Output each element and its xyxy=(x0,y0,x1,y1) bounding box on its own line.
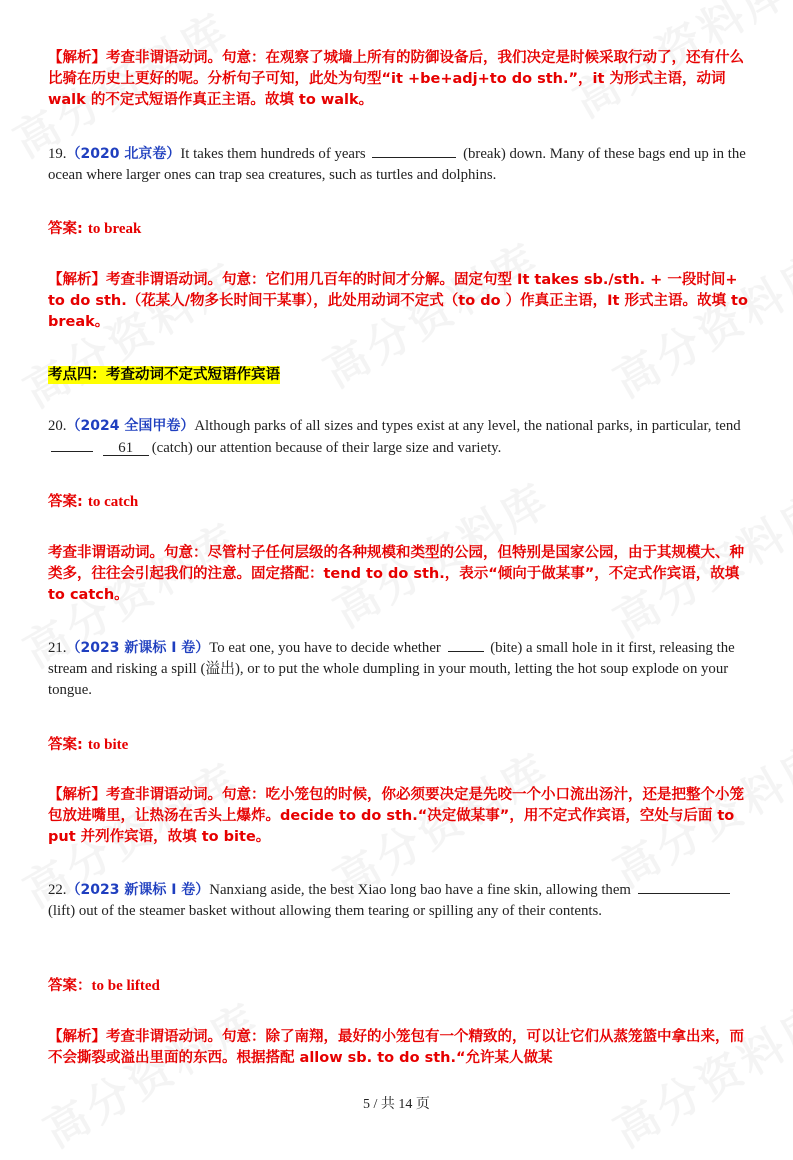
watermark xyxy=(30,984,270,1159)
question-number: 20. xyxy=(48,418,67,434)
answer-blank[interactable] xyxy=(51,437,93,452)
page-footer: 5 / 共 14 页 xyxy=(363,1097,430,1112)
answer-value: to break xyxy=(87,221,142,237)
answer-label: 答案: xyxy=(48,494,83,510)
section-title-text: 考点四：考查动词不定式短语作宾语 xyxy=(48,367,280,383)
question-number: 22. xyxy=(48,882,67,898)
answer-value: to catch xyxy=(87,494,139,510)
answer-blank[interactable] xyxy=(372,143,456,158)
question-text: (lift) out of the steamer basket without allowing them tearing or spilling any of their contents. xyxy=(48,903,602,919)
question-text: To eat one, you have to decide whether xyxy=(209,640,441,656)
answer-label: 答案: xyxy=(48,221,83,237)
answer-blank[interactable] xyxy=(448,637,484,652)
question-text: Nanxiang aside, the best Xiao long bao have a fine skin, allowing them xyxy=(209,882,631,898)
question-source: （2024 全国甲卷） xyxy=(66,418,195,434)
answer-20 xyxy=(48,490,748,511)
question-22 xyxy=(48,879,748,922)
question-text: It takes them hundreds of years xyxy=(180,146,366,162)
question-text: (catch) our attention because of their large size and variety. xyxy=(151,440,502,456)
question-21 xyxy=(48,637,748,701)
question-text: Although parks of all sizes and types exist at any level, the national parks, in particular, tend xyxy=(194,418,741,434)
section-title xyxy=(48,363,748,384)
answer-label: 答案： xyxy=(48,978,92,994)
question-text: (break) down. Many of these bags end up in the ocean where larger ones can trap sea creatures, such as turtles and dolphins. xyxy=(48,146,746,183)
answer-label: 答案: xyxy=(48,737,83,753)
answer-blank[interactable] xyxy=(638,879,730,894)
answer-22 xyxy=(48,974,748,995)
answer-value: to bite xyxy=(87,737,129,753)
blank-number: 61 xyxy=(103,441,149,456)
answer-21 xyxy=(48,733,748,754)
question-text: (bite) a small hole in it first, releasing the stream and risking a spill (溢出), or to put the whole dumpling in your mouth, letting the hot soup explode on your tongue. xyxy=(48,640,735,698)
question-20 xyxy=(48,416,748,459)
question-number: 21. xyxy=(48,640,67,656)
answer-19 xyxy=(48,217,748,238)
question-source: （2020 北京卷） xyxy=(66,146,181,162)
question-source: （2023 新课标 I 卷） xyxy=(66,640,210,656)
analysis-q18: 【解析】考查非谓语动词。句意：在观察了城墙上所有的防御设备后，我们决定是时候采取行动了，还有什么比骑在历史上更好的呢。分析句子可知，此处为句型“it +be+adj+to do sth.”，it 为形式主语，动词 walk 的不定式短语作真正主语。故填 to walk。 xyxy=(48,50,744,108)
analysis-19: 【解析】考查非谓语动词。句意：它们用几百年的时间才分解。固定句型 It takes sb./sth. + 一段时间+ to do sth.（花某人/物多长时间干某事），此处用动词不定式（to do ）作真正主语，It 形式主语。故填 to break。 xyxy=(48,272,748,330)
analysis-20: 考查非谓语动词。句意：尽管村子任何层级的各种规模和类型的公园，但特别是国家公园，由于其规模大、种类多，往往会引起我们的注意。固定搭配：tend to do sth.，表示“倾向于做某事”，不定式作宾语，故填 to catch。 xyxy=(48,545,744,603)
analysis-22: 【解析】考查非谓语动词。句意：除了南翔，最好的小笼包有一个精致的，可以让它们从蒸笼篮中拿出来，而不会撕裂或溢出里面的东西。根据搭配 allow sb. to do sth.“允许某人做某 xyxy=(48,1029,744,1066)
answer-value: to be lifted xyxy=(91,978,160,994)
watermark xyxy=(600,984,793,1159)
analysis-21: 【解析】考查非谓语动词。句意：吃小笼包的时候，你必须要决定是先咬一个小口流出汤汁，还是把整个小笼包放进嘴里，让热汤在舌头上爆炸。decide to do sth.“决定做某事”，用不定式作宾语，空处与后面 to put 并列作宾语，故填 to bite。 xyxy=(48,787,744,845)
question-number: 19. xyxy=(48,146,67,162)
question-19 xyxy=(48,143,748,186)
question-source: （2023 新课标 I 卷） xyxy=(66,882,210,898)
